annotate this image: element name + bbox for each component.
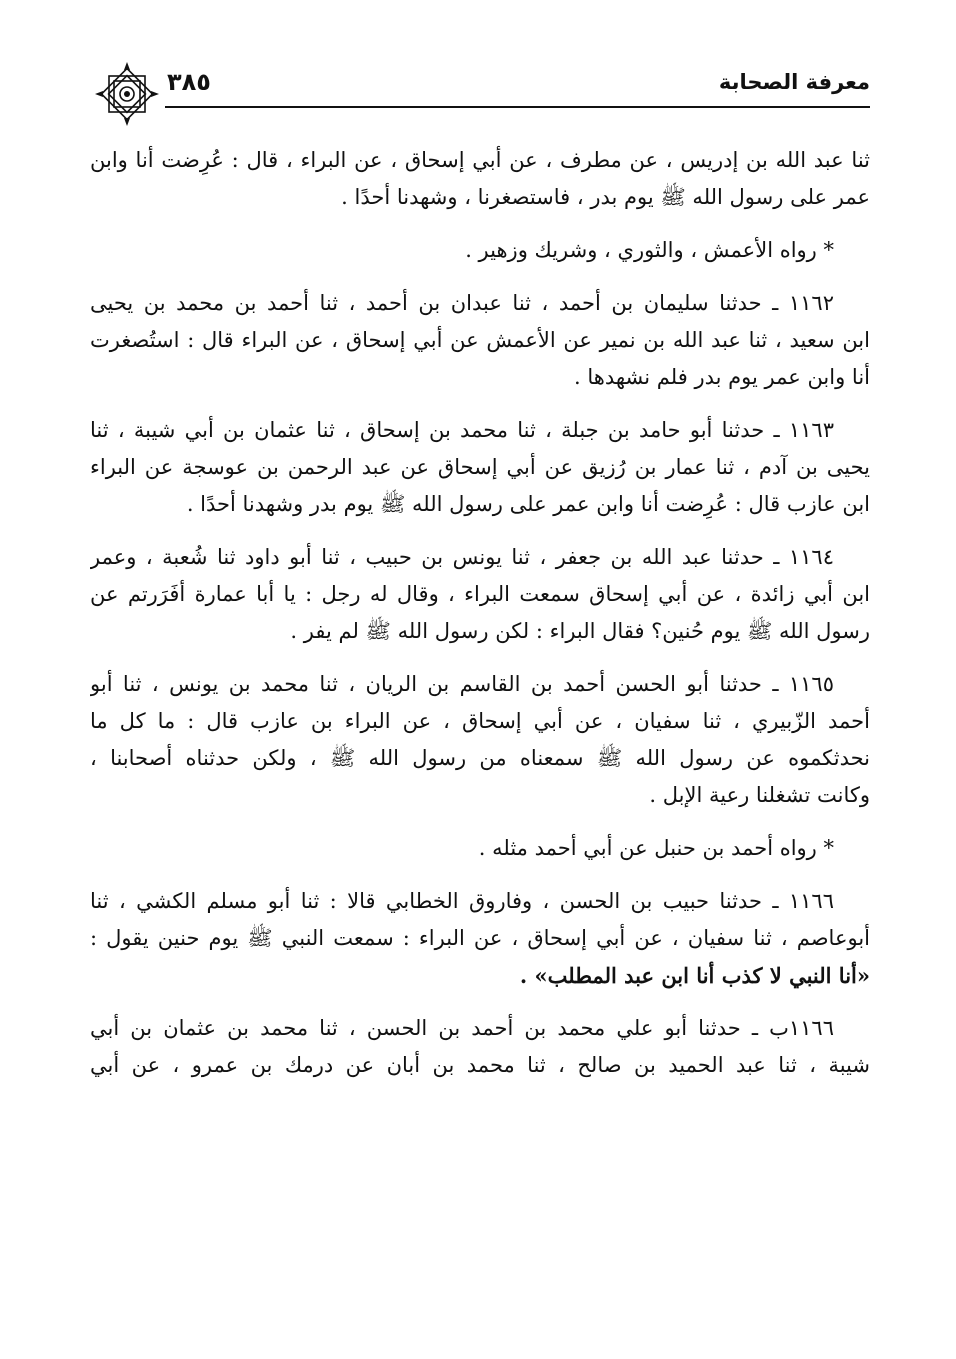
- text-line: نحدثكموه عن رسول الله ﷺ سمعناه من رسول الله ﷺ ، ولكن حدثناه أصحابنا ،: [90, 746, 870, 770]
- text-line: عمر على رسول الله ﷺ يوم بدر ، فاستصغرنا ، وشهدنا أحدًا .: [341, 185, 870, 209]
- text-line: شيبة ، ثنا عبد الحميد بن صالح ، ثنا محمد بن أبان عن درمك بن عمرو ، عن أبي: [90, 1053, 870, 1077]
- text-line: * رواه الأعمش ، والثوري ، وشريك وزهير .: [465, 238, 834, 262]
- text-line: ابن أبي زائدة ، عن أبي إسحاق سمعت البراء ، وقال له رجل : يا أبا عمارة أفَرَرتم عن: [90, 582, 870, 606]
- text-line: ١١٦٣ ـ حدثنا أبو حامد بن جبلة ، ثنا محمد بن إسحاق ، ثنا عثمان بن أبي شيبة ، ثنا: [90, 418, 834, 442]
- hadith-paragraph: [90, 1010, 870, 1084]
- hadith-paragraph: [90, 285, 870, 396]
- text-line: ١١٦٢ ـ حدثنا سليمان بن أحمد ، ثنا عبدان بن أحمد ، ثنا أحمد بن محمد بن يحيى: [90, 291, 834, 315]
- note-paragraph: [90, 232, 870, 269]
- text-line: ١١٦٦ ـ حدثنا حبيب بن الحسن ، وفاروق الخطابي قالا : ثنا أبو مسلم الكشي ، ثنا: [90, 889, 834, 913]
- text-line: رسول الله ﷺ يوم حُنين؟ فقال البراء : لكن رسول الله ﷺ لم يفر .: [290, 619, 870, 643]
- hadith-paragraph: [90, 539, 870, 650]
- text-line: * رواه أحمد بن حنبل عن أبي أحمد مثله .: [478, 836, 834, 860]
- text-line: ١١٦٤ ـ حدثنا عبد الله بن جعفر ، ثنا يونس بن حبيب ، ثنا أبو داود ثنا شُعبة ، وعمر: [90, 545, 834, 569]
- text-line: ١١٦٦ب ـ حدثنا أبو علي محمد بن أحمد بن الحسن ، ثنا محمد بن عثمان بن أبي: [90, 1016, 834, 1040]
- header-rule: [165, 106, 870, 108]
- hadith-paragraph: [90, 412, 870, 523]
- hadith-paragraph: [90, 142, 870, 216]
- text-line: وكانت تشغلنا رعية الإبل .: [649, 783, 870, 807]
- text-line: ثنا عبد الله بن إدريس ، عن مطرف ، عن أبي إسحاق ، عن البراء ، قال : عُرِضت أنا وابن: [90, 148, 870, 172]
- text-line: ابن سعيد ، ثنا عبد الله بن نمير عن الأعمش عن أبي إسحاق ، عن البراء قال : استُصغرت: [90, 328, 870, 352]
- text-line: «أنا النبي لا كذب أنا ابن عبد المطلب» .: [519, 963, 870, 988]
- text-line: أحمد الزّبيري ، ثنا سفيان ، عن أبي إسحاق ، عن البراء بن عازب قال : ما كل ما: [90, 709, 870, 733]
- star-ornament-icon: [95, 62, 159, 126]
- text-line: ابن عازب قال : عُرِضت أنا وابن عمر على رسول الله ﷺ يوم بدر وشهدنا أحدًا .: [186, 492, 870, 516]
- running-head-title: معرفة الصحابة: [718, 70, 870, 94]
- hadith-paragraph: [90, 666, 870, 814]
- text-line: أبوعاصم ، ثنا سفيان ، عن أبي إسحاق ، عن البراء : سمعت النبي ﷺ يوم حنين يقول :: [90, 926, 870, 950]
- text-line: أنا وابن عمر يوم بدر فلم نشهدها .: [574, 365, 870, 389]
- text-line: يحيى بن آدم ، ثنا عمار بن رُزيق عن أبي إسحاق عن عبد الرحمن بن عوسجة عن البراء: [90, 455, 870, 479]
- hadith-paragraph: [90, 883, 870, 994]
- main-text: [90, 142, 870, 1100]
- page-header: [95, 62, 870, 126]
- page-number: ٣٨٥: [167, 68, 211, 96]
- text-line: ١١٦٥ ـ حدثنا أبو الحسن أحمد بن القاسم بن الريان ، ثنا محمد بن يونس ، ثنا أبو: [90, 672, 834, 696]
- note-paragraph: [90, 830, 870, 867]
